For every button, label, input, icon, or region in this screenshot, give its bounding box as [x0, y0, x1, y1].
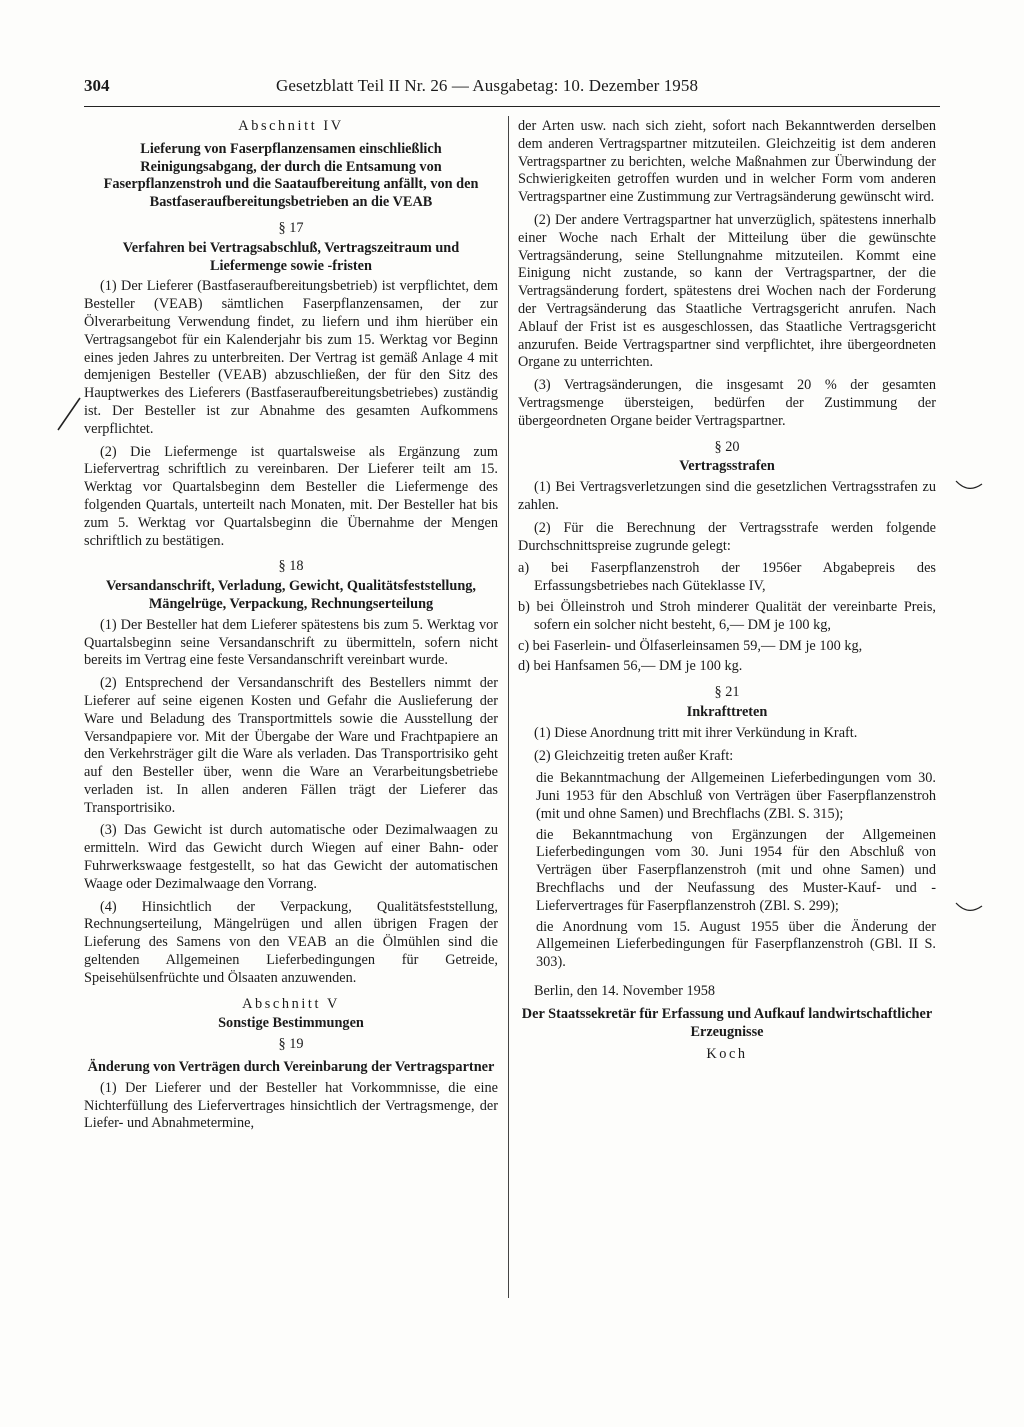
running-head: Gesetzblatt Teil II Nr. 26 — Ausgabetag: 10. Dezember 1958 [276, 76, 699, 95]
paragraph-number: § 19 [278, 1036, 304, 1053]
column-divider [508, 116, 509, 1298]
section-label: Abschnitt IV [238, 118, 344, 134]
margin-curve-mark [954, 900, 984, 916]
body-paragraph: (1) Diese Anordnung tritt mit ihrer Verkündung in Kraft. [534, 724, 858, 741]
list-item: a) bei Faserpflanzenstroh der 1956er Abgabepreis des Erfassungsbetriebes nach Güteklasse IV, [518, 560, 936, 595]
paragraph-number: § 18 [278, 558, 304, 575]
body-paragraph: (2) Die Liefermenge ist quartalsweise als Ergänzung zum Liefervertrag schriftlich zu vereinbaren. Der Lieferer teilt am 15. Werktag vor Quartalsbeginn dem Besteller die Liefermenge des folgenden Quartals, unterteilt nach Monaten, mit. Der Besteller hat bis zum 5. Werktag vor Quartalsbeginn die Übernahme der Mengen schriftlich zu bestätigen. [84, 443, 498, 549]
header-rule [84, 106, 940, 107]
body-paragraph-continued: der Arten usw. nach sich zieht, sofort nach Bekanntwerden derselben dem anderen Vertragspartner mitzuteilen. Gleichzeitig ist dem anderen Vertragspartner zu berichten, welche Maßnahmen zur Überwindung der Schwierigkeiten getroffen wurden und in welcher Form vom anderen Vertragspartner eine Zustimmung zur Vertragsänderung gewünscht wird. [518, 118, 936, 206]
body-paragraph: (4) Hinsichtlich der Verpackung, Qualitätsfeststellung, Rechnungserteilung, Mängelrügen und allen übrigen Fragen der Lieferung des Samens von den VEAB an die Ölmühlen sind die geltenden Allgemeinen Lieferbedingungen für Getreide, Speisehülsenfrüchte und Ölsaaten anzuwenden. [84, 898, 498, 986]
body-paragraph: (3) Das Gewicht ist durch automatische oder Dezimalwaagen zu ermitteln. Wird das Gewicht durch Wiegen auf einer Bahn- oder Fuhrwerkswaage festgestellt, so hat das Gewicht der automatischen Waage oder Dezimalwaage den Vorrang. [84, 822, 498, 892]
paragraph-number: § 17 [278, 219, 304, 236]
body-paragraph: (2) Für die Berechnung der Vertragsstrafe werden folgende Durchschnittspreise zugrunde gelegt: [518, 519, 936, 554]
body-paragraph: (2) Entsprechend der Versandanschrift des Bestellers nimmt der Lieferer auf seine eigenen Kosten und Gefahr die Auslieferung der Ware und Beladung des Transportmittels sowie die Ausstellung der Versandpapiere vor. Mit der Übergabe der Ware und Frachtpapiere an den Verkehrsträger gilt die Ware als verladen. Das Transportrisiko geht auf den Besteller über, wenn die Ware an Verarbeitungsbetriebe verladen ist. In allen anderen Fällen trägt der Lieferer das Transportrisiko. [84, 675, 498, 816]
body-paragraph: (1) Der Lieferer und der Besteller hat Vorkommnisse, die eine Nichterfüllung des Liefervertrages hinsichtlich der Vertragsmenge, der Liefer- und Abnahmetermine, [84, 1079, 498, 1132]
section-title: Sonstige Bestimmungen [218, 1015, 364, 1032]
section-title: Lieferung von Faserpflanzensamen einschließlich Reinigungsabgang, der durch die Entsamung von Faserpflanzenstroh und die Saataufbereitung anfällt, von den Bastfaseraufbereitungsbetrieben an die VEAB [103, 140, 479, 211]
list-item: b) bei Ölleinstroh und Stroh minderer Qualität der vereinbarte Preis, sofern ein solcher nicht besteht, 6,— DM je 100 kg, [518, 598, 936, 633]
page-header [84, 76, 936, 102]
section-label: Abschnitt V [242, 995, 340, 1012]
list-item: d) bei Hanfsamen 56,— DM je 100 kg. [518, 658, 743, 675]
margin-curve-mark [954, 478, 984, 494]
margin-stroke-mark [56, 396, 82, 432]
body-paragraph: (1) Der Besteller hat dem Lieferer spätestens bis zum 5. Werktag vor Quartalsbeginn seine Versandanschrift zu übermitteln, sofern nicht bereits im Vertrag eine feste Versandanschrift vereinbart wurde. [84, 616, 498, 669]
paragraph-title: Versandanschrift, Verladung, Gewicht, Qualitätsfeststellung, Mängelrüge, Verpackung, Rechnungserteilung [105, 578, 477, 612]
body-paragraph: (2) Gleichzeitig treten außer Kraft: [534, 747, 734, 764]
paragraph-title: Änderung von Verträgen durch Vereinbarung der Vertragspartner [87, 1059, 495, 1076]
page-number: 304 [84, 76, 110, 95]
place-date: Berlin, den 14. November 1958 [534, 983, 716, 1000]
paragraph-title: Verfahren bei Vertragsabschluß, Vertragszeitraum und Liefermenge sowie -fristen [122, 239, 460, 274]
left-column [84, 118, 498, 1138]
list-item: c) bei Faserlein- und Ölfaserleinsamen 59,— DM je 100 kg, [518, 637, 863, 654]
repealed-item: die Bekanntmachung von Ergänzungen der Allgemeinen Lieferbedingungen vom 30. Juni 1954 für den Abschluß von Verträgen über Faserpflanzenstroh (mit und ohne Samen) und Brechflachs und der Neufassung des Muster-Kauf- und -Liefervertrages für Faserpflanzenstroh (ZBl. S. 299); [536, 826, 936, 914]
repealed-item: die Bekanntmachung der Allgemeinen Lieferbedingungen vom 30. Juni 1953 für den Abschluß von Verträgen über Faserpflanzenstroh (mit und ohne Samen) und Brechflachs (ZBl. S. 315); [536, 770, 936, 822]
paragraph-number: § 20 [714, 438, 740, 455]
body-paragraph: (3) Vertragsänderungen, die insgesamt 20 % der gesamten Vertragsmenge übersteigen, bedürfen der Zustimmung der übergeordneten Organe beider Vertragspartner. [518, 377, 936, 429]
body-paragraph: (1) Bei Vertragsverletzungen sind die gesetzlichen Vertragsstrafen zu zahlen. [518, 479, 936, 513]
signatory-name: Koch [706, 1046, 748, 1063]
paragraph-number: § 21 [714, 684, 740, 701]
right-column [518, 118, 936, 1069]
repealed-item: die Anordnung vom 15. August 1955 über die Änderung der Allgemeinen Lieferbedingungen für Faserpflanzenstroh (GBl. II S. 303). [536, 918, 936, 971]
paragraph-title: Vertragsstrafen [679, 458, 775, 475]
body-paragraph: (2) Der andere Vertragspartner hat unverzüglich, spätestens innerhalb einer Woche nach Erhalt der Mitteilung über die gewünschte Vertragsänderung, seine Stellungnahme mitzuteilen. Kommt eine Einigung nicht zustande, so kann der Vertragspartner, der die Vertragsänderung fordert, spätestens drei Wochen nach der Forderung der Vertragsänderung das Staatliche Vertragsgericht anrufen. Nach Ablauf der Frist ist es ausgeschlossen, das Staatliche Vertragsgericht anzurufen. Beide Vertragspartner sind verpflichtet, ihre übergeordneten Organe zu unterrichten. [518, 211, 936, 371]
paragraph-title: Inkrafttreten [686, 703, 768, 720]
signatory-title: Der Staatssekretär für Erfassung und Aufkauf landwirtschaftlicher Erzeugnisse [521, 1005, 933, 1040]
body-paragraph: (1) Der Lieferer (Bastfaseraufbereitungsbetrieb) ist verpflichtet, dem Besteller (VEAB) sämtlichen Faserpflanzensamen, der zur Ölverarbeitung Verwendung findet, zu liefern und ihm hierüber ein Vertragsangebot für ein Kalenderjahr bis zum 15. Werktag vor Beginn eines jeden Jahres zu unterbreiten. Der Vertrag ist gemäß Anlage 4 mit demjenigen Besteller (VEAB) abzuschließen, der für den Sitz des Hauptwerkes des Lieferers (Bastfaseraufbereitungsbetriebes) zuständig ist. Der Besteller ist zur Abnahme des gesamten Aufkommens verpflichtet. [84, 278, 498, 437]
